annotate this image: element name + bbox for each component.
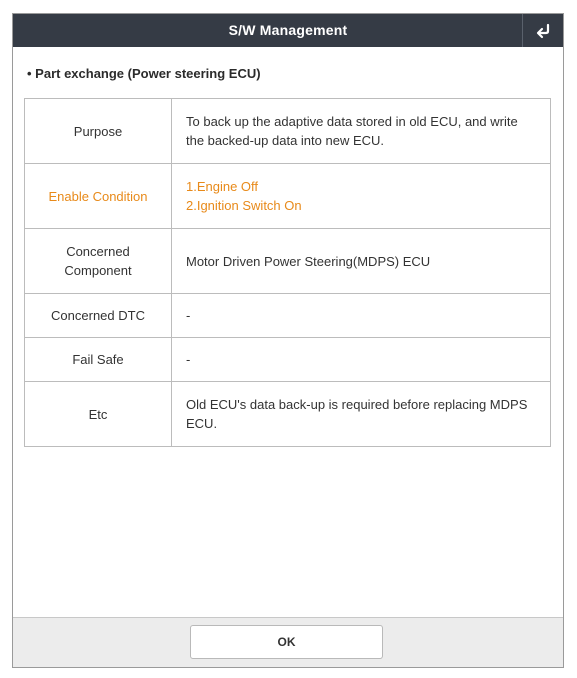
table-row [25, 294, 551, 338]
table-row [25, 338, 551, 382]
row-value: - [172, 338, 551, 382]
row-label: Etc [25, 382, 172, 447]
title-bar [13, 14, 563, 47]
dialog-footer [13, 617, 563, 667]
row-label: Purpose [25, 99, 172, 164]
row-value: Old ECU's data back-up is required before replacing MDPS ECU. [172, 382, 551, 447]
ok-button[interactable]: OK [190, 625, 383, 659]
info-table [24, 98, 551, 447]
row-label: Enable Condition [25, 164, 172, 229]
table-row [25, 229, 551, 294]
row-label: Fail Safe [25, 338, 172, 382]
row-label: Concerned DTC [25, 294, 172, 338]
row-value: Motor Driven Power Steering(MDPS) ECU [172, 229, 551, 294]
table-row [25, 382, 551, 447]
return-arrow-icon [534, 23, 552, 39]
dialog-title: S/W Management [228, 22, 348, 38]
label-line: Concerned [66, 244, 130, 259]
section-subtitle: • Part exchange (Power steering ECU) [27, 66, 261, 81]
condition-line: 1.Engine Off [186, 179, 259, 194]
row-label [25, 229, 172, 294]
row-value: - [172, 294, 551, 338]
condition-line: 2.Ignition Switch On [186, 198, 302, 213]
row-value: To back up the adaptive data stored in old ECU, and write the backed-up data into new ECU. [172, 99, 551, 164]
row-value [172, 164, 551, 229]
table-row [25, 164, 551, 229]
table-row [25, 99, 551, 164]
back-button[interactable] [522, 14, 563, 47]
label-line: Component [64, 263, 132, 278]
sw-management-dialog [12, 13, 564, 668]
